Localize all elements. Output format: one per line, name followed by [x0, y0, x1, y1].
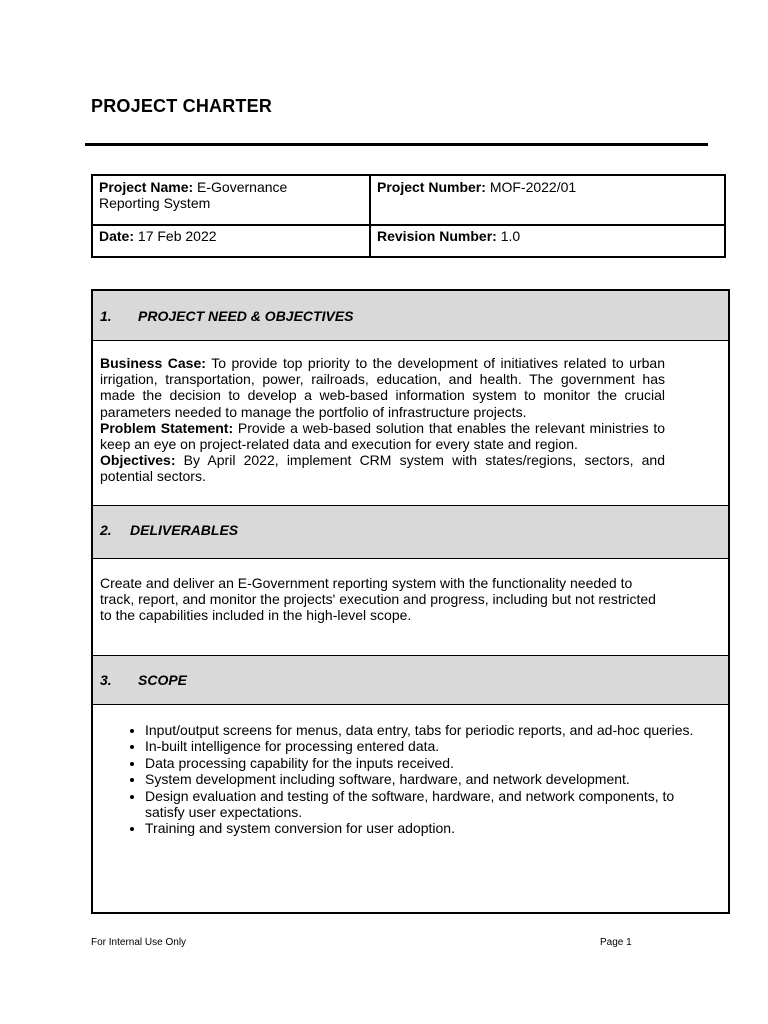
footer-classification: For Internal Use Only — [91, 937, 187, 948]
date-cell — [99, 228, 359, 244]
revision-cell — [377, 228, 717, 244]
scope-item: • System development including software, hardware, and network development. — [145, 771, 705, 787]
title-divider — [85, 143, 708, 146]
section-need-title — [100, 308, 354, 324]
scope-item: • Design evaluation and testing of the software, hardware, and network components, to satisfy user expectations. — [145, 788, 705, 821]
table-divider-vertical — [369, 176, 371, 256]
document-title: PROJECT CHARTER — [91, 96, 273, 116]
section-scope-heading: SCOPE — [138, 672, 188, 688]
scope-item: • Training and system conversion for user adoption. — [145, 820, 705, 836]
section-scope-header — [93, 655, 728, 705]
section-deliverables-heading: DELIVERABLES — [130, 522, 239, 538]
objectives-label: Objectives: — [100, 452, 176, 469]
section-need-heading: PROJECT NEED & OBJECTIVES — [138, 308, 354, 324]
objectives-paragraph — [100, 452, 665, 484]
section-need-number: 1. — [100, 308, 112, 324]
section-deliverables-number: 2. — [100, 522, 112, 538]
date-label: Date: — [99, 228, 135, 244]
objectives-text: By April 2022, implement CRM system with states/regions, sectors, and potential sectors. — [100, 452, 666, 485]
section-deliverables-body — [100, 575, 665, 624]
table-divider-horizontal — [93, 224, 724, 226]
section-need-body — [100, 355, 665, 485]
scope-item: • Data processing capability for the inputs received. — [145, 755, 705, 771]
business-case-paragraph — [100, 355, 665, 420]
project-number-cell — [377, 179, 717, 195]
project-number-value: MOF-2022/01 — [489, 179, 577, 195]
deliverables-text: Create and deliver an E-Government reporting system with the functionality needed to track, report, and monitor the projects' execution and progress, including but not restricted to the capabilities included in the high-level scope. — [100, 575, 656, 624]
date-value: 17 Feb 2022 — [137, 228, 217, 244]
section-scope-number: 3. — [100, 672, 112, 688]
footer-page-number: Page 1 — [600, 937, 632, 948]
project-name-label: Project Name: — [99, 179, 194, 195]
charter-sections-table — [91, 289, 730, 914]
scope-item: • Input/output screens for menus, data entry, tabs for periodic reports, and ad-hoc queries. — [145, 722, 705, 738]
scope-item: • In-built intelligence for processing entered data. — [145, 738, 705, 754]
section-deliverables-title — [100, 522, 238, 538]
project-info-table — [91, 174, 726, 258]
project-name-value: E-Governance Reporting System — [99, 179, 288, 211]
section-need-header — [93, 291, 728, 341]
problem-statement-paragraph — [100, 420, 665, 452]
problem-statement-text: Provide a web-based solution that enables the relevant ministries to keep an eye on project-related data and execution for every state and region. — [100, 419, 666, 453]
section-scope-title — [100, 672, 187, 688]
business-case-text: To provide top priority to the development of initiatives related to urban irrigation, transportation, power, railroads, education, and health. The government has made the decision to develop a web-based information system to monitor the crucial parameters needed to manage the portfolio of infrastructure projects. — [100, 355, 665, 420]
project-number-label: Project Number: — [377, 179, 486, 195]
problem-statement-label: Problem Statement: — [100, 419, 234, 436]
project-name-cell — [99, 179, 339, 211]
revision-label: Revision Number: — [377, 228, 497, 244]
business-case-label: Business Case: — [100, 355, 206, 371]
section-deliverables-header — [93, 505, 728, 559]
scope-list — [123, 722, 705, 837]
revision-value: 1.0 — [500, 228, 521, 244]
